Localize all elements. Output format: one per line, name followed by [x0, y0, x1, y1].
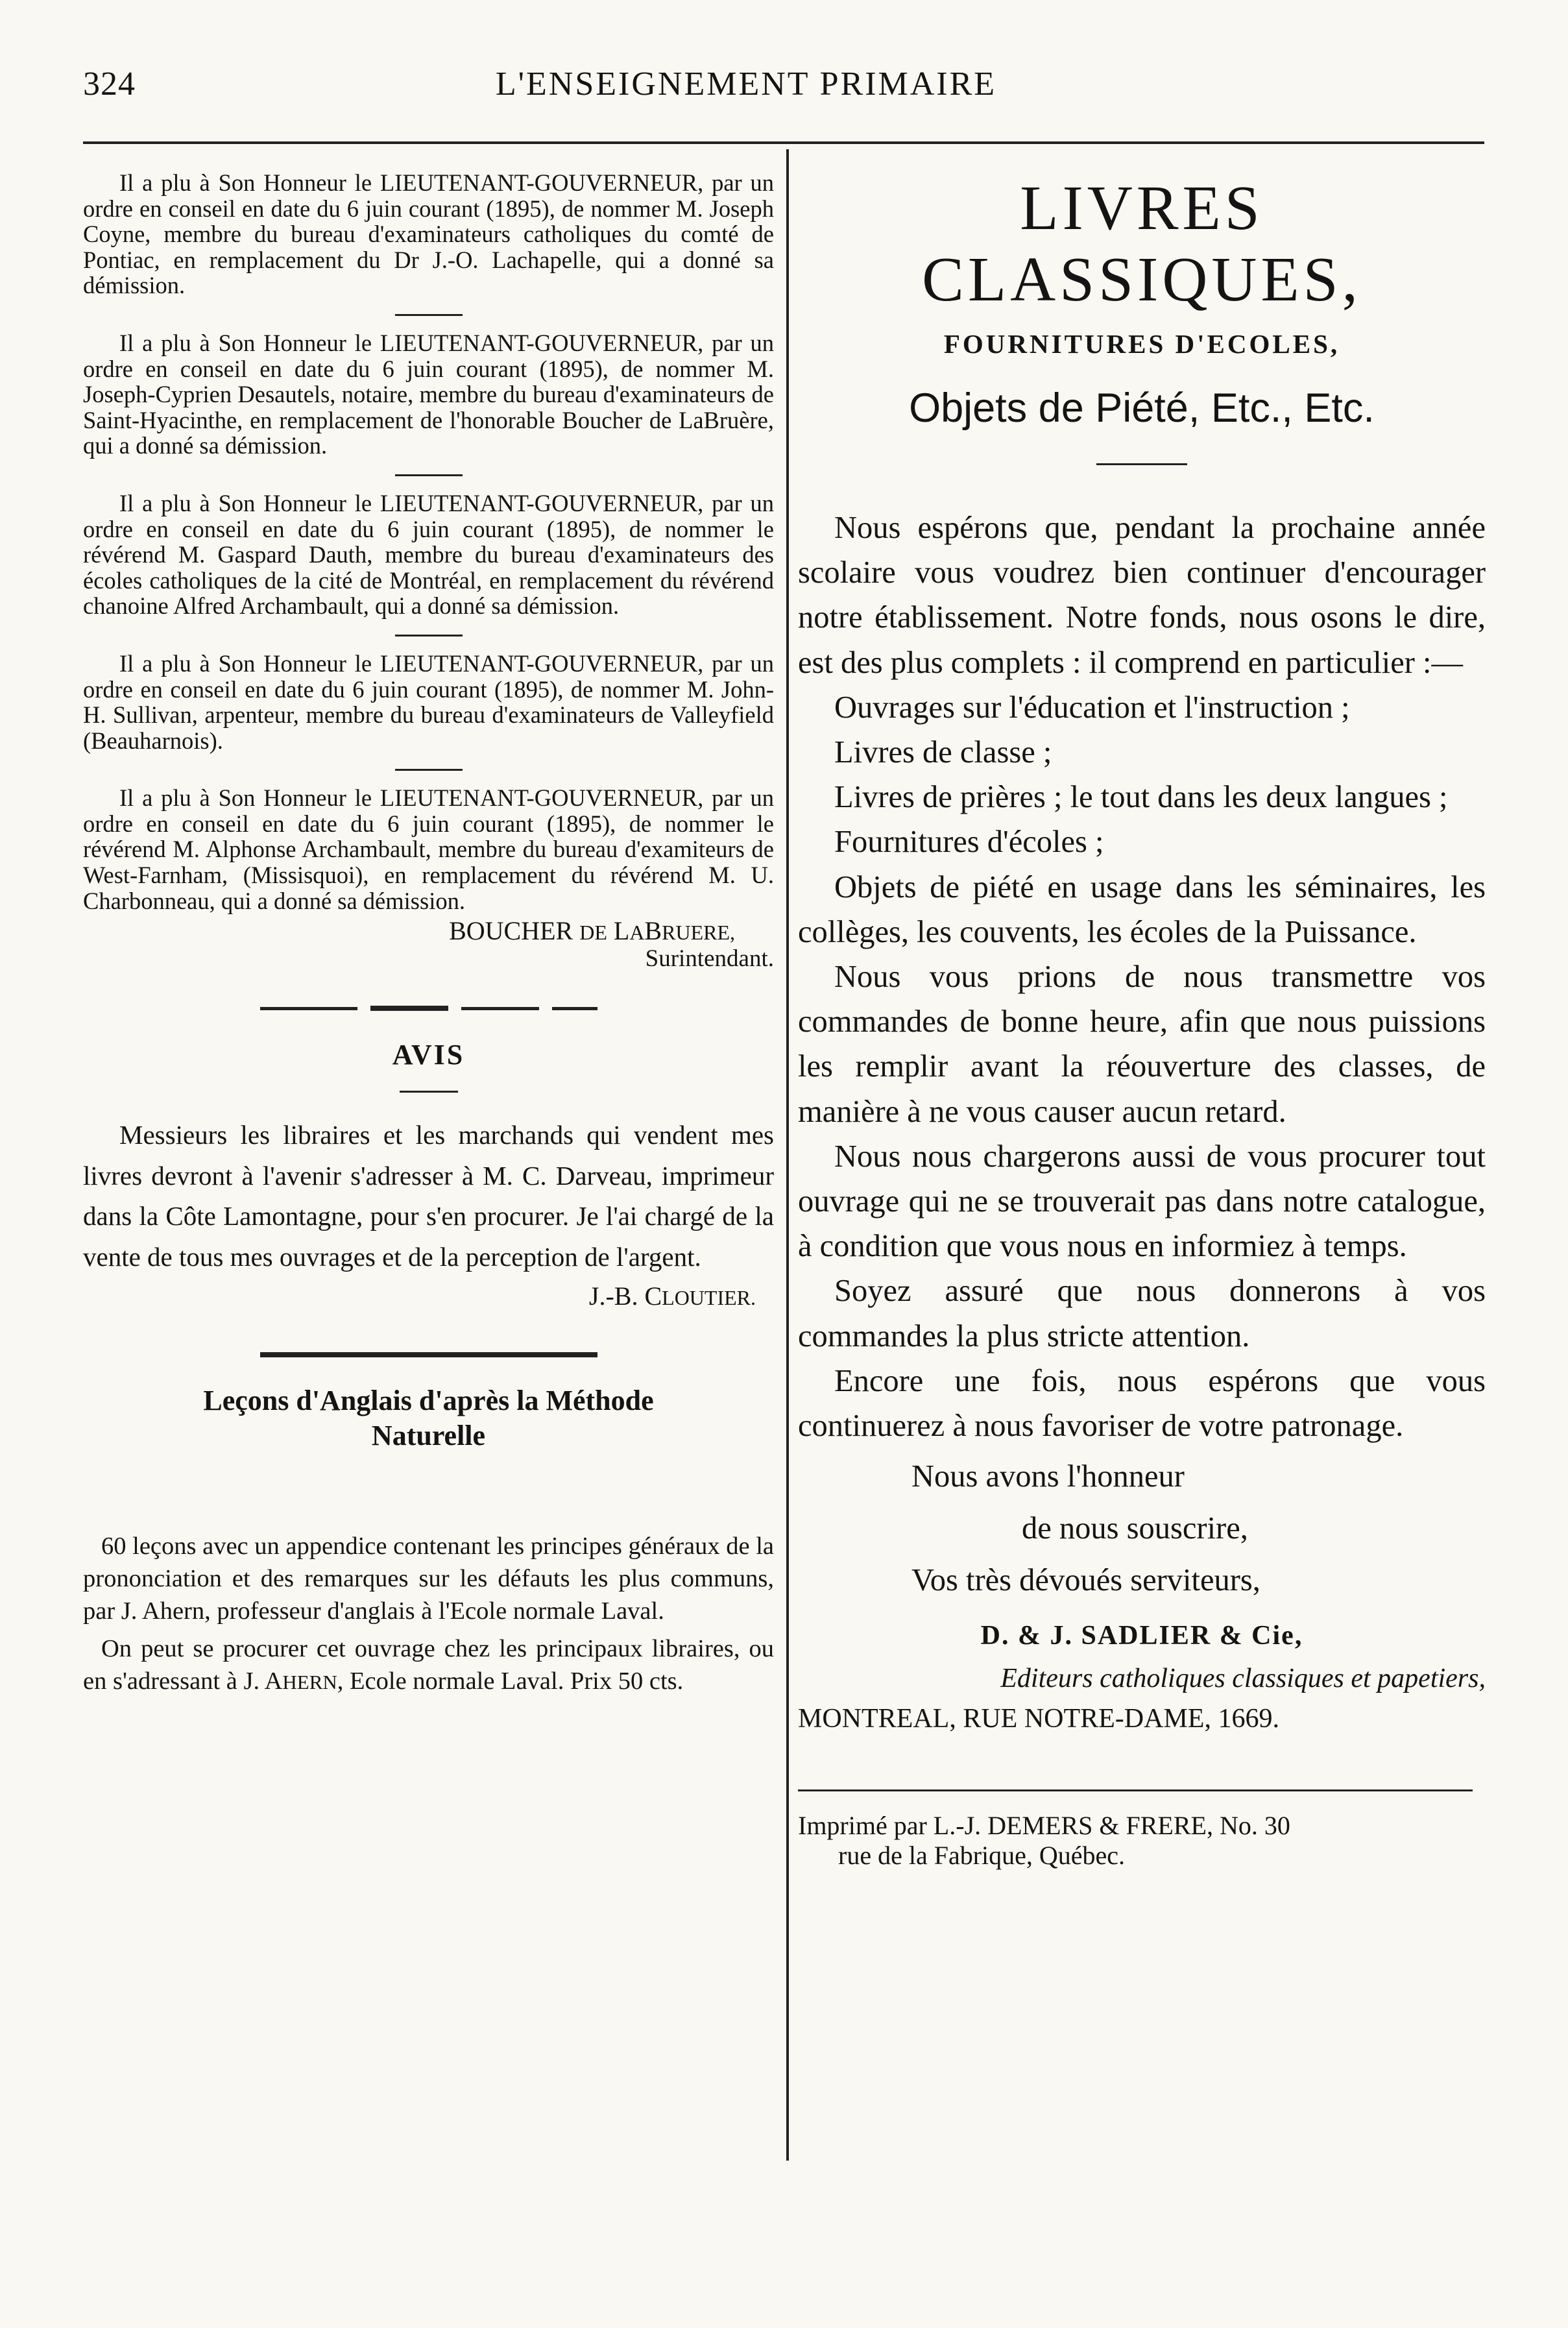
- ad-list-item: Ouvrages sur l'éducation et l'instruction ;: [834, 690, 1350, 725]
- notice-separator: [395, 769, 463, 771]
- firm-description: Editeurs catholiques classiques et papetiers,: [1000, 1664, 1486, 1694]
- header-rule: [83, 141, 1484, 144]
- notice-4: Il a plu à Son Honneur le LIEUTENANT-GOUVERNEUR, par un ordre en conseil en date du 6 juin courant (1895), de nommer M. John-H. Sullivan, arpenteur, membre du bureau d'examinateurs de Valleyfield (Beauharnois).: [83, 649, 774, 754]
- closing-line: de nous souscrire,: [1022, 1511, 1248, 1546]
- ornament-divider: [260, 1350, 597, 1360]
- closing-line: Nous avons l'honneur: [911, 1459, 1185, 1494]
- ad-paragraph: Soyez assuré que nous donnerons à vos commandes la plus stricte attention.: [798, 1274, 1486, 1353]
- lecons-paragraph-2: On peut se procurer cet ouvrage chez les principaux libraires, ou en s'adressant à J. AHERN, Ecole normale Laval. Prix 50 cts.: [83, 1635, 774, 1695]
- running-title: L'ENSEIGNEMENT PRIMAIRE: [495, 66, 997, 103]
- ad-paragraph: Nous vous prions de nous transmettre vos commandes de bonne heure, afin que nous puissions les remplir avant la réouverture des classes, de manière à ne vous causer aucun retard.: [798, 960, 1486, 1129]
- page-header: [45, 62, 1512, 114]
- column-divider: [786, 149, 789, 2161]
- notice-2: Il a plu à Son Honneur le LIEUTENANT-GOUVERNEUR, par un ordre en conseil en date du 6 juin courant (1895), de nommer M. Joseph-Cyprien Desautels, notaire, membre du bureau d'examinateurs de Saint-Hyacinthe, en remplacement de l'honorable Boucher de LaBruère, qui a donné sa démission.: [83, 329, 774, 459]
- avis-rule: [400, 1091, 458, 1093]
- notice-5: Il a plu à Son Honneur le LIEUTENANT-GOUVERNEUR, par un ordre en conseil en date du 6 juin courant (1895), de nommer le révérend M. Alphonse Archambault, membre du bureau d'examiteurs de West-Farnham, (Missisquoi), en remplacement du révérend M. U. Charbonneau, qui a donné sa démission.: [83, 784, 774, 914]
- closing-line: Vos très dévoués serviteurs,: [911, 1563, 1260, 1598]
- ad-list-item: Livres de classe ;: [834, 735, 1052, 770]
- notice-1: Il a plu à Son Honneur le LIEUTENANT-GOUVERNEUR, par un ordre en conseil en date du 6 juin courant (1895), de nommer M. Joseph Coyne, membre du bureau d'examinateurs catholiques du comté de Pontiac, en remplacement du Dr J.-O. Lachapelle, qui a donné sa démission.: [83, 169, 774, 299]
- superintendent-title: Surintendant.: [645, 945, 774, 973]
- left-column: [83, 170, 774, 1699]
- lecons-title: Leçons d'Anglais d'après la Méthode Naturelle: [203, 1385, 654, 1452]
- ad-list-item: Objets de piété en usage dans les séminaires, les collèges, les couvents, les écoles de la Puissance.: [798, 869, 1486, 949]
- ad-list-item: Fournitures d'écoles ;: [834, 825, 1104, 860]
- ad-subtitle: FOURNITURES D'ECOLES,: [943, 329, 1340, 359]
- ad-list-item: Livres de prières ; le tout dans les deux langues ;: [834, 780, 1448, 815]
- page-number: 324: [83, 66, 136, 103]
- notice-separator: [395, 474, 463, 476]
- printer-rule: [798, 1789, 1473, 1791]
- avis-signature: J.-B. CLOUTIER.: [588, 1281, 756, 1311]
- firm-name: D. & J. SADLIER & Cie,: [980, 1621, 1303, 1651]
- notice-separator: [395, 314, 463, 316]
- lecons-paragraph-1: 60 leçons avec un appendice contenant les principes généraux de la prononciation et des remarques sur les défauts les plus communs, par J. Ahern, professeur d'anglais à l'Ecole normale Laval.: [83, 1533, 774, 1625]
- printer-line-2: rue de la Fabrique, Québec.: [838, 1841, 1126, 1871]
- ornament-divider: [260, 1003, 597, 1013]
- ad-paragraph: Encore une fois, nous espérons que vous continuerez à nous favoriser de votre patronage.: [798, 1363, 1486, 1444]
- notice-separator: [395, 635, 463, 637]
- ad-intro: Nous espérons que, pendant la prochaine année scolaire vous voudrez bien continuer d'encourager notre établissement. Notre fonds, nous osons le dire, est des plus complets : il comprend en particulier :—: [798, 511, 1486, 680]
- right-column: [798, 170, 1486, 1871]
- superintendent-signature: BOUCHER DE LABRUERE,: [449, 916, 735, 946]
- ad-title: LIVRES CLASSIQUES,: [922, 173, 1362, 314]
- ad-rule: [1096, 463, 1187, 465]
- notice-3: Il a plu à Son Honneur le LIEUTENANT-GOUVERNEUR, par un ordre en conseil en date du 6 juin courant (1895), de nommer le révérend M. Gaspard Dauth, membre du bureau d'examinateurs des écoles catholiques de la cité de Montréal, en remplacement du révérend chanoine Alfred Archambault, qui a donné sa démission.: [83, 489, 774, 620]
- firm-address: MONTREAL, RUE NOTRE-DAME, 1669.: [798, 1704, 1279, 1734]
- printer-line-1: Imprimé par L.-J. DEMERS & FRERE, No. 30: [798, 1811, 1290, 1841]
- ad-objets-line: Objets de Piété, Etc., Etc.: [909, 385, 1375, 431]
- avis-heading: AVIS: [392, 1039, 465, 1071]
- spacer: [83, 1453, 774, 1530]
- ad-paragraph: Nous nous chargerons aussi de vous procurer tout ouvrage qui ne se trouverait pas dans notre catalogue, à condition que vous nous en informiez à temps.: [798, 1139, 1486, 1264]
- avis-body: Messieurs les libraires et les marchands qui vendent mes livres devront à l'avenir s'adresser à M. C. Darveau, imprimeur dans la Côte Lamontagne, pour s'en procurer. Je l'ai chargé de la vente de tous mes ouvrages et de la perception de l'argent.: [83, 1120, 774, 1272]
